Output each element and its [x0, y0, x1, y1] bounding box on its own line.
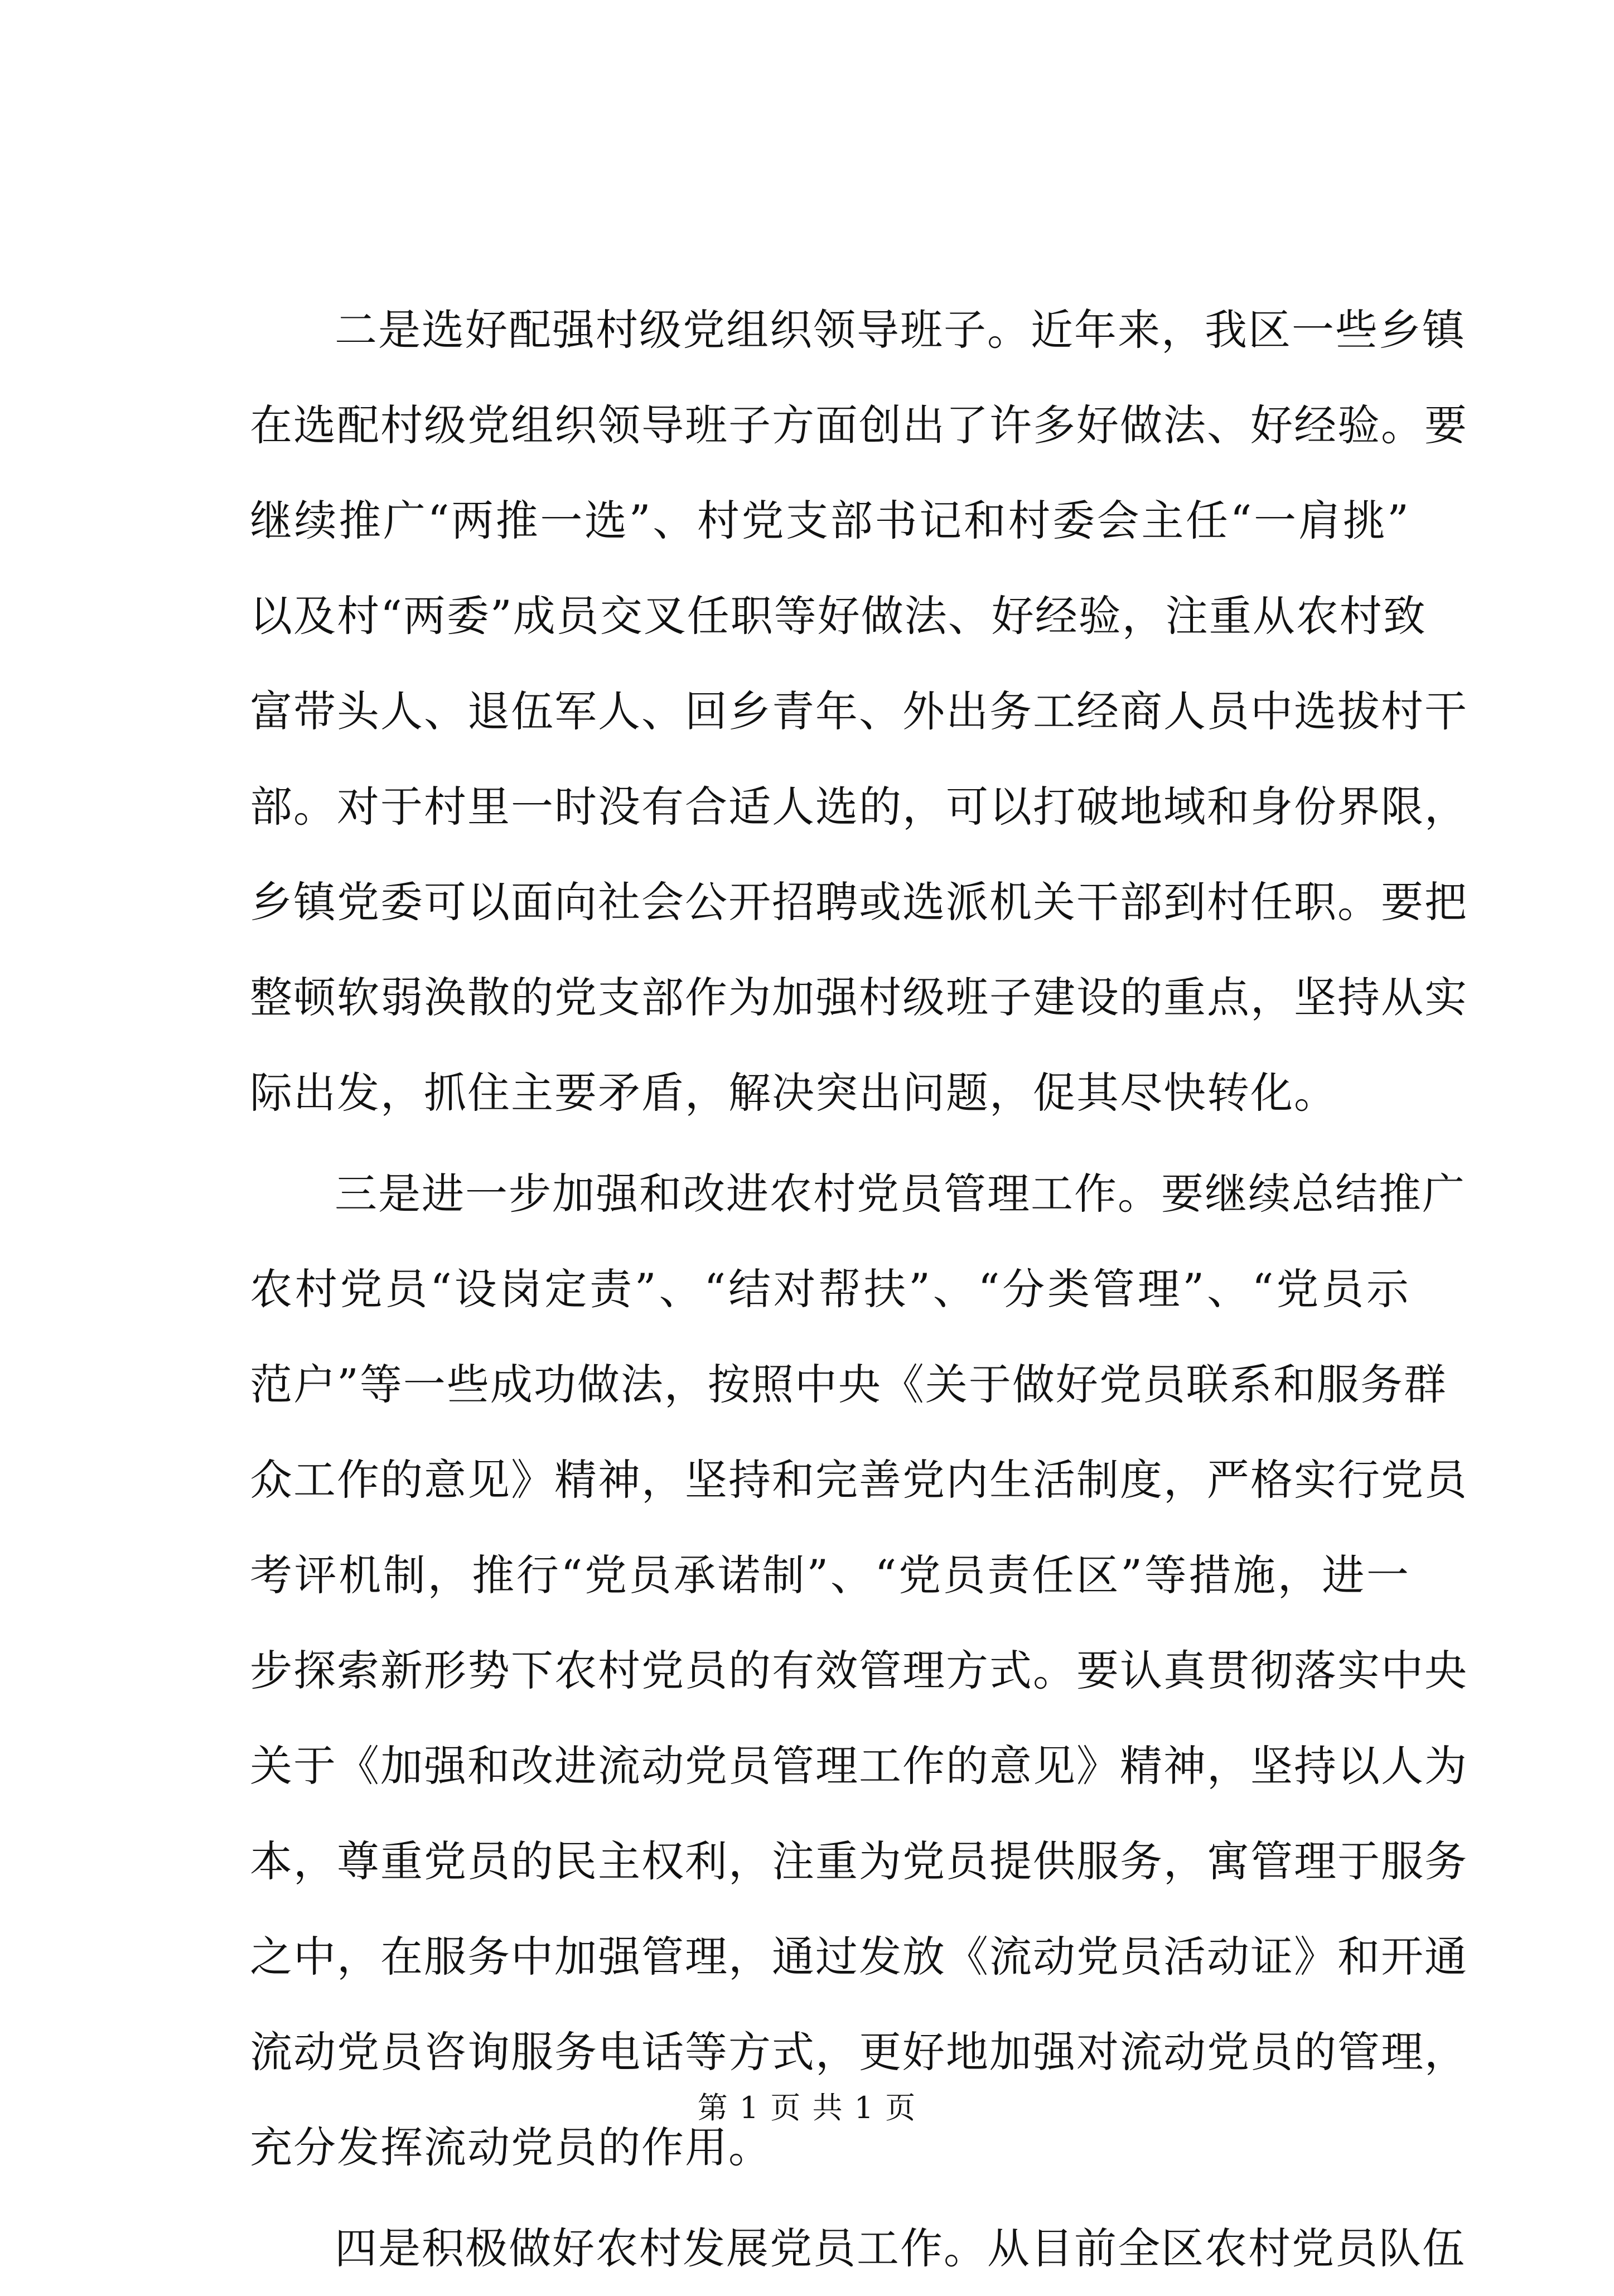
paragraph-3-line-2: 农村党员“设岗定责”、“结对帮扶”、“分类管理”、“党员示 — [250, 1264, 1410, 1314]
paragraph-2-line-6: 部。对于村里一时没有合适人选的，可以打破地域和身份界限， — [250, 782, 1468, 832]
paragraph-2-line-3: 继续推广“两推一选”、村党支部书记和村委会主任“一肩挑” — [250, 496, 1410, 545]
paragraph-3-line-10: 流动党员咨询服务电话等方式，更好地加强对流动党员的管理， — [250, 2027, 1468, 2077]
paragraph-2-line-5: 富带头人、退伍军人、回乡青年、外出务工经商人员中选拔村干 — [250, 687, 1468, 736]
paragraph-3-line-5: 考评机制，推行“党员承诺制”、“党员责任区”等措施，进一 — [250, 1550, 1410, 1600]
paragraph-2-line-4: 以及村“两委”成员交叉任职等好做法、好经验，注重从农村致 — [250, 591, 1427, 641]
paragraph-2-line-8: 整顿软弱涣散的党支部作为加强村级班子建设的重点，坚持从实 — [250, 973, 1468, 1022]
paragraph-2-line-7: 乡镇党委可以面向社会公开招聘或选派机关干部到村任职。要把 — [250, 877, 1468, 927]
page-footer: 第 1 页 共 1 页 — [697, 2090, 917, 2125]
paragraph-3-line-3: 范户”等一些成功做法，按照中央《关于做好党员联系和服务群 — [250, 1360, 1447, 1409]
paragraph-3-line-4: 众工作的意见》精神，坚持和完善党内生活制度，严格实行党员 — [250, 1455, 1468, 1505]
paragraph-3-line-9: 之中，在服务中加强管理，通过发放《流动党员活动证》和开通 — [250, 1932, 1468, 1981]
paragraph-2-line-2: 在选配村级党组织领导班子方面创出了许多好做法、好经验。要 — [250, 400, 1468, 450]
paragraph-2-line-9: 际出发，抓住主要矛盾，解决突出问题，促其尽快转化。 — [250, 1068, 1337, 1118]
body-text — [250, 282, 1468, 2296]
paragraph-3-line-6: 步探索新形势下农村党员的有效管理方式。要认真贯彻落实中央 — [250, 1646, 1468, 1695]
paragraph-4-line-1: 四是积极做好农村发展党员工作。从目前全区农村党员队伍 — [335, 2224, 1466, 2273]
paragraph-3-line-1: 三是进一步加强和改进农村党员管理工作。要继续总结推广 — [335, 1169, 1466, 1219]
paragraph-3-line-8: 本，尊重党员的民主权利，注重为党员提供服务，寓管理于服务 — [250, 1836, 1468, 1886]
paragraph-3-line-11: 充分发挥流动党员的作用。 — [250, 2123, 772, 2172]
paragraph-2-line-1: 二是选好配强村级党组织领导班子。近年来，我区一些乡镇 — [335, 305, 1466, 355]
paragraph-3-line-7: 关于《加强和改进流动党员管理工作的意见》精神，坚持以人为 — [250, 1741, 1468, 1791]
